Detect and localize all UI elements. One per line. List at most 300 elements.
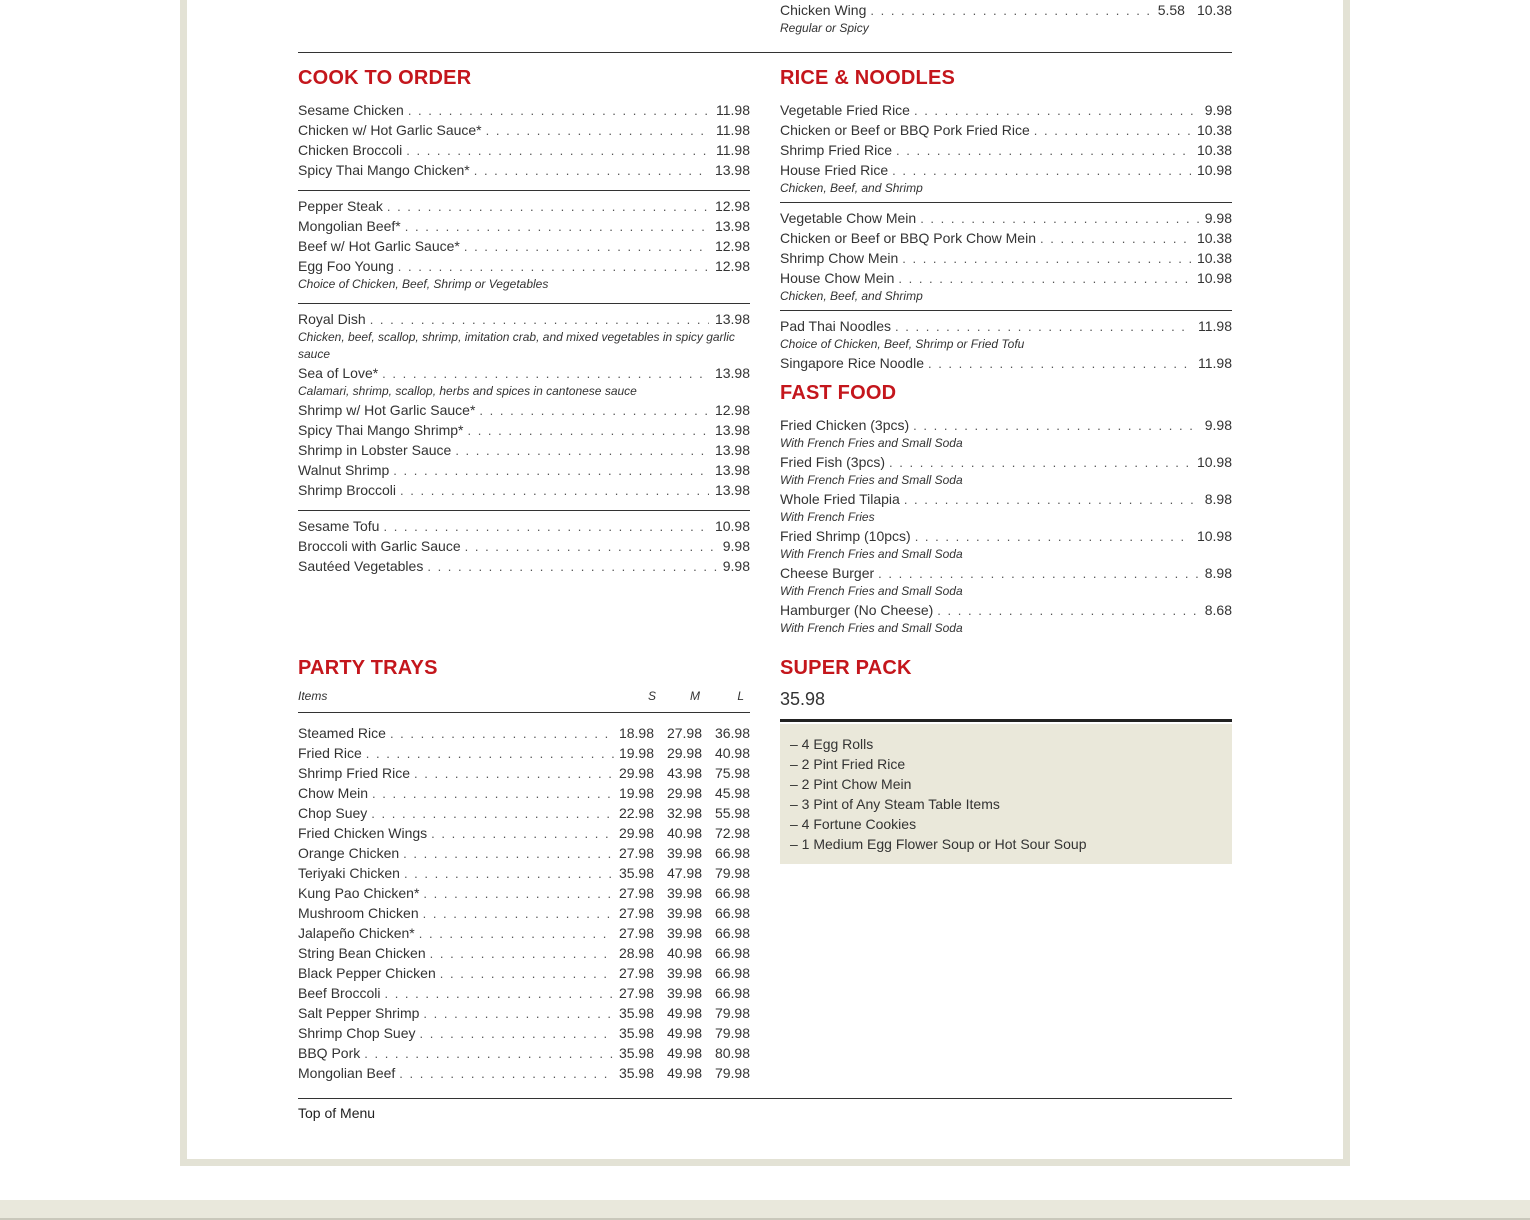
item-note: Calamari, shrimp, scallop, herbs and spices in cantonese sauce: [298, 384, 637, 398]
party-trays-list: [298, 723, 750, 1083]
menu-item: [780, 208, 1232, 228]
item-price: 9.98: [722, 558, 750, 574]
menu-item: [298, 743, 750, 763]
item-name: Sautéed Vegetables: [298, 558, 424, 574]
leader-dots: [364, 1044, 614, 1064]
item-price: 12.98: [714, 258, 750, 274]
menu-item: [298, 160, 750, 180]
item-price: 11.98: [1198, 355, 1232, 371]
item-note: Chicken, beef, scallop, shrimp, imitation crab, and mixed vegetables in spicy garlic sauce: [298, 330, 735, 361]
price-small: 35.98: [618, 1065, 654, 1081]
price-medium: 39.98: [666, 965, 702, 981]
header-items: Items: [298, 689, 328, 703]
menu-item: [298, 309, 750, 329]
divider: [780, 202, 1232, 203]
item-note: With French Fries and Small Soda: [780, 621, 963, 635]
item-price: 12.98: [714, 402, 750, 418]
item-name: House Fried Rice: [780, 162, 889, 178]
item-price: 10.98: [1196, 454, 1232, 470]
leader-dots: [895, 317, 1192, 337]
item-name: Fried Chicken Wings: [298, 825, 428, 841]
item-price: 13.98: [714, 482, 750, 498]
leader-dots: [920, 209, 1199, 229]
menu-item: [298, 460, 750, 480]
menu-item: [780, 489, 1232, 509]
item-name: Pad Thai Noodles: [780, 318, 892, 334]
item-name: Mushroom Chicken: [298, 905, 419, 921]
item-price: 13.98: [714, 462, 750, 478]
super-pack-item: – 3 Pint of Any Steam Table Items: [790, 796, 1000, 812]
price-medium: 39.98: [666, 905, 702, 921]
item-price: 10.38: [1196, 122, 1232, 138]
item-name: Chop Suey: [298, 805, 368, 821]
item-price: 13.98: [714, 162, 750, 178]
header-size-s: S: [647, 689, 656, 703]
price-medium: 40.98: [666, 825, 702, 841]
item-name: Whole Fried Tilapia: [780, 491, 900, 507]
item-name: Chicken w/ Hot Garlic Sauce*: [298, 122, 482, 138]
leader-dots: [465, 537, 717, 557]
menu-item: [780, 316, 1232, 336]
leader-dots: [423, 1004, 614, 1024]
menu-item: [298, 723, 750, 743]
pad-thai-block: [780, 316, 1232, 373]
item-name: Fried Chicken (3pcs): [780, 417, 910, 433]
menu-item: [298, 843, 750, 863]
super-pack-item: – 2 Pint Chow Mein: [790, 776, 912, 792]
leader-dots: [464, 237, 709, 257]
section-title-fast-food: FAST FOOD: [780, 382, 897, 404]
price-large: 66.98: [714, 905, 750, 921]
menu-item: [298, 823, 750, 843]
item-name: Sea of Love*: [298, 365, 379, 381]
party-trays-header: [298, 689, 750, 707]
menu-item: [298, 803, 750, 823]
price-large: 55.98: [714, 805, 750, 821]
leader-dots: [420, 1024, 614, 1044]
price-small: 35.98: [618, 1025, 654, 1041]
menu-item: [298, 943, 750, 963]
menu-item: [780, 0, 1232, 20]
leader-dots: [404, 864, 614, 884]
item-price-large: 10.38: [1196, 2, 1232, 18]
item-price: 9.98: [1204, 210, 1232, 226]
price-medium: 49.98: [666, 1045, 702, 1061]
leader-dots: [467, 421, 708, 441]
item-name: Black Pepper Chicken: [298, 965, 436, 981]
leader-dots: [399, 1064, 614, 1084]
item-note: Regular or Spicy: [780, 21, 869, 35]
menu-item: [298, 363, 750, 383]
price-large: 45.98: [714, 785, 750, 801]
rice-group-2: [780, 208, 1232, 288]
menu-item: [298, 963, 750, 983]
menu-item: [298, 120, 750, 140]
item-price: 13.98: [714, 311, 750, 327]
item-price: 10.98: [1196, 528, 1232, 544]
leader-dots: [431, 824, 614, 844]
item-name: Shrimp w/ Hot Garlic Sauce*: [298, 402, 476, 418]
leader-dots: [904, 490, 1199, 510]
item-name: Mongolian Beef: [298, 1065, 396, 1081]
price-large: 66.98: [714, 925, 750, 941]
price-medium: 49.98: [666, 1005, 702, 1021]
item-price: 10.98: [1196, 270, 1232, 286]
menu-item: [298, 1043, 750, 1063]
item-name: Shrimp Chow Mein: [780, 250, 899, 266]
footer-band: [0, 1200, 1530, 1220]
menu-item: [298, 516, 750, 536]
item-name: Salt Pepper Shrimp: [298, 1005, 420, 1021]
price-medium: 49.98: [666, 1025, 702, 1041]
item-name: Kung Pao Chicken*: [298, 885, 420, 901]
item-note: With French Fries and Small Soda: [780, 547, 963, 561]
item-price: 10.38: [1196, 142, 1232, 158]
price-large: 66.98: [714, 965, 750, 981]
price-large: 79.98: [714, 1025, 750, 1041]
price-large: 72.98: [714, 825, 750, 841]
item-price: 9.98: [1204, 417, 1232, 433]
price-small: 22.98: [618, 805, 654, 821]
price-medium: 29.98: [666, 745, 702, 761]
item-name: Sesame Tofu: [298, 518, 380, 534]
leader-dots: [902, 249, 1191, 269]
leader-dots: [423, 904, 614, 924]
item-note: With French Fries: [780, 510, 875, 524]
leader-dots: [403, 844, 614, 864]
super-pack-item: – 2 Pint Fried Rice: [790, 756, 906, 772]
price-small: 35.98: [618, 1045, 654, 1061]
header-size-l: L: [737, 689, 744, 703]
cook-group-2-note: [298, 276, 750, 293]
leader-dots: [440, 964, 614, 984]
price-large: 40.98: [714, 745, 750, 761]
price-large: 79.98: [714, 865, 750, 881]
price-small: 27.98: [618, 845, 654, 861]
price-large: 80.98: [714, 1045, 750, 1061]
leader-dots: [382, 364, 709, 384]
item-name: House Chow Mein: [780, 270, 895, 286]
price-small: 27.98: [618, 905, 654, 921]
leader-dots: [898, 269, 1191, 289]
menu-item: [780, 120, 1232, 140]
leader-dots: [455, 441, 709, 461]
leader-dots: [423, 884, 614, 904]
price-medium: 49.98: [666, 1065, 702, 1081]
item-price: 8.68: [1204, 602, 1232, 618]
item-price: 10.38: [1196, 230, 1232, 246]
item-price: 8.98: [1204, 565, 1232, 581]
leader-dots: [479, 401, 709, 421]
menu-item: [780, 248, 1232, 268]
item-note: With French Fries and Small Soda: [780, 584, 963, 598]
item-name: Chicken Wing: [780, 2, 867, 18]
leader-dots: [387, 197, 709, 217]
menu-item: [298, 923, 750, 943]
item-name: Chow Mein: [298, 785, 369, 801]
leader-dots: [486, 121, 710, 141]
leader-dots: [892, 161, 1191, 181]
section-title-party-trays: PARTY TRAYS: [298, 657, 438, 679]
item-name: Fried Fish (3pcs): [780, 454, 886, 470]
leader-dots: [474, 161, 709, 181]
item-price: 13.98: [714, 422, 750, 438]
item-name: Shrimp in Lobster Sauce: [298, 442, 452, 458]
leader-dots: [370, 310, 709, 330]
menu-item: [780, 526, 1232, 546]
leader-dots: [390, 724, 614, 744]
rice-group-2-note: [780, 288, 1232, 305]
leader-dots: [419, 924, 614, 944]
divider: [298, 510, 750, 511]
menu-item: [298, 1003, 750, 1023]
section-title-rice-noodles: RICE & NOODLES: [780, 67, 956, 89]
cook-group-1: [298, 100, 750, 180]
price-medium: 39.98: [666, 845, 702, 861]
item-price: 9.98: [1204, 102, 1232, 118]
menu-item: [298, 1023, 750, 1043]
item-name: String Bean Chicken: [298, 945, 426, 961]
item-price: 10.98: [714, 518, 750, 534]
rice-group-1-note: [780, 180, 1232, 197]
price-large: 79.98: [714, 1005, 750, 1021]
super-pack-item: – 4 Egg Rolls: [790, 736, 874, 752]
leader-dots: [405, 217, 709, 237]
leader-dots: [400, 481, 709, 501]
item-name: Mongolian Beef*: [298, 218, 401, 234]
leader-dots: [430, 944, 614, 964]
item-name: Chicken Broccoli: [298, 142, 403, 158]
menu-item: [780, 100, 1232, 120]
menu-item: [298, 1063, 750, 1083]
item-name: Egg Foo Young: [298, 258, 394, 274]
item-name: Shrimp Chop Suey: [298, 1025, 416, 1041]
leader-dots: [914, 101, 1199, 121]
price-medium: 39.98: [666, 925, 702, 941]
item-name: Steamed Rice: [298, 725, 386, 741]
royal-dish-block: [298, 309, 750, 400]
price-small: 19.98: [618, 785, 654, 801]
item-name: Vegetable Fried Rice: [780, 102, 910, 118]
menu-item: [298, 400, 750, 420]
menu-item: [298, 256, 750, 276]
price-small: 18.98: [618, 725, 654, 741]
price-small: 35.98: [618, 865, 654, 881]
menu-item: [298, 536, 750, 556]
menu-item: [298, 100, 750, 120]
item-price: 10.38: [1196, 250, 1232, 266]
divider: [298, 1098, 1232, 1099]
item-name: BBQ Pork: [298, 1045, 361, 1061]
divider: [780, 310, 1232, 311]
leader-dots: [870, 1, 1151, 21]
leader-dots: [878, 564, 1199, 584]
price-medium: 40.98: [666, 945, 702, 961]
rice-group-1: [780, 100, 1232, 180]
header-size-m: M: [690, 689, 700, 703]
menu-item: [780, 160, 1232, 180]
item-name: Teriyaki Chicken: [298, 865, 400, 881]
leader-dots: [406, 141, 710, 161]
item-name: Shrimp Fried Rice: [298, 765, 411, 781]
price-small: 27.98: [618, 965, 654, 981]
price-small: 35.98: [618, 1005, 654, 1021]
item-price: 13.98: [714, 365, 750, 381]
leader-dots: [427, 557, 716, 577]
price-medium: 39.98: [666, 885, 702, 901]
item-name: Walnut Shrimp: [298, 462, 390, 478]
leader-dots: [913, 416, 1199, 436]
leader-dots: [1040, 229, 1191, 249]
item-name: Shrimp Broccoli: [298, 482, 397, 498]
fast-food-list: [780, 415, 1232, 637]
super-pack-item: – 4 Fortune Cookies: [790, 816, 917, 832]
cook-group-4: [298, 516, 750, 576]
item-name: Chicken or Beef or BBQ Pork Fried Rice: [780, 122, 1030, 138]
price-small: 28.98: [618, 945, 654, 961]
price-small: 19.98: [618, 745, 654, 761]
price-large: 79.98: [714, 1065, 750, 1081]
price-medium: 47.98: [666, 865, 702, 881]
item-price: 8.98: [1204, 491, 1232, 507]
price-small: 27.98: [618, 925, 654, 941]
item-name: Hamburger (No Cheese): [780, 602, 934, 618]
price-large: 66.98: [714, 845, 750, 861]
item-name: Jalapeño Chicken*: [298, 925, 415, 941]
leader-dots: [383, 517, 708, 537]
leader-dots: [398, 257, 709, 277]
item-price: 11.98: [716, 142, 750, 158]
chicken-wing-block: [780, 0, 1232, 37]
menu-item: [298, 480, 750, 500]
item-name: Spicy Thai Mango Shrimp*: [298, 422, 464, 438]
item-name: Orange Chicken: [298, 845, 400, 861]
leader-dots: [1034, 121, 1191, 141]
item-name: Beef Broccoli: [298, 985, 381, 1001]
leader-dots: [889, 453, 1191, 473]
item-price: 11.98: [716, 122, 750, 138]
item-name: Chicken or Beef or BBQ Pork Chow Mein: [780, 230, 1036, 246]
divider: [298, 712, 750, 713]
top-of-menu-link[interactable]: Top of Menu: [298, 1105, 376, 1121]
leader-dots: [915, 527, 1191, 547]
item-price: 12.98: [714, 238, 750, 254]
cook-group-2: [298, 196, 750, 276]
leader-dots: [896, 141, 1191, 161]
item-price: 10.98: [1196, 162, 1232, 178]
item-price: 12.98: [714, 198, 750, 214]
super-pack-contents: [780, 724, 1232, 864]
leader-dots: [408, 101, 710, 121]
menu-item: [298, 783, 750, 803]
price-large: 75.98: [714, 765, 750, 781]
price-medium: 39.98: [666, 985, 702, 1001]
menu-item: [298, 196, 750, 216]
menu-item: [298, 763, 750, 783]
leader-dots: [393, 461, 709, 481]
cook-group-3: [298, 400, 750, 500]
item-note: Chicken, Beef, and Shrimp: [780, 181, 923, 195]
item-name: Shrimp Fried Rice: [780, 142, 893, 158]
price-large: 36.98: [714, 725, 750, 741]
item-name: Spicy Thai Mango Chicken*: [298, 162, 470, 178]
leader-dots: [371, 804, 614, 824]
super-pack-price: 35.98: [780, 689, 826, 709]
item-price: 13.98: [714, 218, 750, 234]
item-note: Chicken, Beef, and Shrimp: [780, 289, 923, 303]
item-price: 9.98: [722, 538, 750, 554]
item-price-small: 5.58: [1157, 2, 1185, 18]
menu-item: [298, 556, 750, 576]
item-name: Fried Shrimp (10pcs): [780, 528, 911, 544]
menu-item: [298, 236, 750, 256]
item-note: Choice of Chicken, Beef, Shrimp or Vegetables: [298, 277, 549, 291]
menu-item: [780, 228, 1232, 248]
menu-item: [298, 863, 750, 883]
item-name: Broccoli with Garlic Sauce: [298, 538, 461, 554]
item-name: Vegetable Chow Mein: [780, 210, 917, 226]
item-name: Royal Dish: [298, 311, 366, 327]
item-name: Pepper Steak: [298, 198, 383, 214]
menu-item: [298, 440, 750, 460]
leader-dots: [384, 984, 614, 1004]
menu-item: [780, 353, 1232, 373]
divider: [298, 190, 750, 191]
menu-item: [780, 452, 1232, 472]
price-small: 29.98: [618, 825, 654, 841]
item-note: With French Fries and Small Soda: [780, 473, 963, 487]
menu-item: [780, 600, 1232, 620]
leader-dots: [928, 354, 1192, 374]
price-medium: 27.98: [666, 725, 702, 741]
leader-dots: [937, 601, 1198, 621]
super-pack-item: – 1 Medium Egg Flower Soup or Hot Sour Soup: [790, 836, 1087, 852]
menu-item: [298, 983, 750, 1003]
price-medium: 43.98: [666, 765, 702, 781]
divider: [298, 52, 1232, 53]
menu-item: [298, 216, 750, 236]
divider: [298, 303, 750, 304]
item-note: With French Fries and Small Soda: [780, 436, 963, 450]
price-medium: 32.98: [666, 805, 702, 821]
item-name: Fried Rice: [298, 745, 362, 761]
section-title-super-pack: SUPER PACK: [780, 657, 912, 679]
price-large: 66.98: [714, 985, 750, 1001]
item-name: Beef w/ Hot Garlic Sauce*: [298, 238, 460, 254]
menu-item: [780, 140, 1232, 160]
menu-item: [780, 415, 1232, 435]
divider-thick: [780, 719, 1232, 722]
item-price: 11.98: [1198, 318, 1232, 334]
menu-item: [780, 268, 1232, 288]
item-note: Choice of Chicken, Beef, Shrimp or Fried Tofu: [780, 337, 1025, 351]
menu-item: [298, 140, 750, 160]
price-small: 29.98: [618, 765, 654, 781]
menu-item: [298, 420, 750, 440]
item-name: Sesame Chicken: [298, 102, 404, 118]
section-title-cook-to-order: COOK TO ORDER: [298, 67, 472, 89]
item-price: 13.98: [714, 442, 750, 458]
leader-dots: [366, 744, 614, 764]
item-name: Singapore Rice Noodle: [780, 355, 924, 371]
menu-item: [298, 903, 750, 923]
price-medium: 29.98: [666, 785, 702, 801]
leader-dots: [372, 784, 614, 804]
menu-item: [780, 563, 1232, 583]
item-name: Cheese Burger: [780, 565, 875, 581]
price-small: 27.98: [618, 885, 654, 901]
menu-item: [298, 883, 750, 903]
